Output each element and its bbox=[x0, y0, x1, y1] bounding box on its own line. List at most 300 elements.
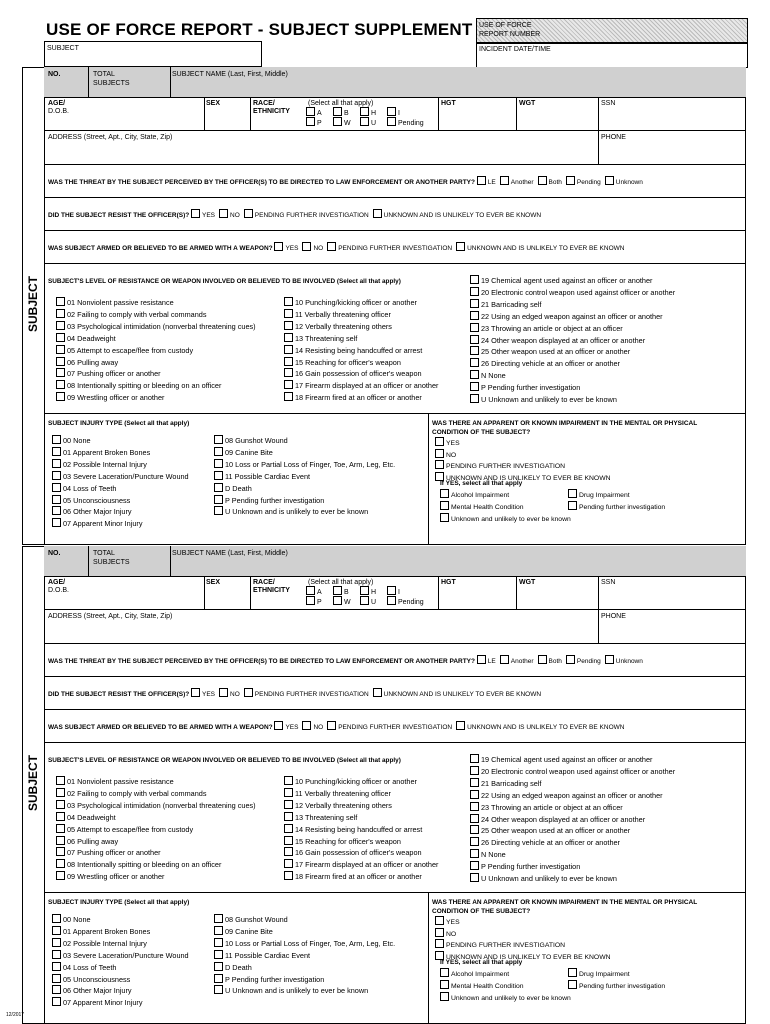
checkbox-icon[interactable] bbox=[440, 980, 449, 989]
resistance-item[interactable]: 06 Pulling away bbox=[56, 357, 118, 369]
impairment-option-1[interactable]: NO bbox=[435, 449, 456, 461]
checkbox-icon[interactable] bbox=[56, 333, 65, 342]
checkbox-icon[interactable] bbox=[284, 357, 293, 366]
checkbox-icon[interactable] bbox=[56, 776, 65, 785]
checkbox-icon[interactable] bbox=[52, 518, 61, 527]
checkbox-icon[interactable] bbox=[274, 242, 283, 251]
resistance-item[interactable]: 24 Other weapon displayed at an officer or another bbox=[470, 335, 645, 347]
checkbox-icon[interactable] bbox=[440, 501, 449, 510]
checkbox-icon[interactable] bbox=[56, 788, 65, 797]
checkbox-icon[interactable] bbox=[244, 209, 253, 218]
resist-option-0[interactable]: YES bbox=[191, 209, 215, 220]
checkbox-icon[interactable] bbox=[56, 847, 65, 856]
injury-item[interactable]: 05 Unconsciousness bbox=[52, 974, 130, 986]
race-u-option[interactable]: U bbox=[360, 596, 376, 607]
checkbox-icon[interactable] bbox=[435, 449, 444, 458]
checkbox-icon[interactable] bbox=[327, 242, 336, 251]
injury-item[interactable]: 01 Apparent Broken Bones bbox=[52, 926, 150, 938]
race-w-option[interactable]: W bbox=[333, 596, 351, 607]
injury-item[interactable]: 03 Severe Laceration/Puncture Wound bbox=[52, 471, 189, 483]
resistance-item[interactable]: 08 Intentionally spitting or bleeding on an officer bbox=[56, 380, 221, 392]
race-i-option[interactable]: I bbox=[387, 107, 400, 118]
checkbox-icon[interactable] bbox=[214, 938, 223, 947]
checkbox-icon[interactable] bbox=[333, 117, 342, 126]
resistance-item[interactable]: 20 Electronic control weapon used against officer or another bbox=[470, 766, 675, 778]
resistance-item[interactable]: 17 Firearm displayed at an officer or another bbox=[284, 380, 438, 392]
resistance-item[interactable]: 09 Wrestling officer or another bbox=[56, 392, 164, 404]
checkbox-icon[interactable] bbox=[470, 837, 479, 846]
checkbox-icon[interactable] bbox=[214, 483, 223, 492]
checkbox-icon[interactable] bbox=[52, 471, 61, 480]
injury-item[interactable]: 06 Other Major Injury bbox=[52, 506, 132, 518]
checkbox-icon[interactable] bbox=[387, 586, 396, 595]
checkbox-icon[interactable] bbox=[568, 980, 577, 989]
injury-item[interactable]: D Death bbox=[214, 483, 252, 495]
ifyes-left-option-1[interactable]: Mental Health Condition bbox=[440, 980, 524, 992]
checkbox-icon[interactable] bbox=[470, 849, 479, 858]
checkbox-icon[interactable] bbox=[56, 824, 65, 833]
armed-option-0[interactable]: YES bbox=[274, 721, 298, 732]
checkbox-icon[interactable] bbox=[373, 688, 382, 697]
injury-item[interactable]: 08 Gunshot Wound bbox=[214, 914, 288, 926]
checkbox-icon[interactable] bbox=[470, 335, 479, 344]
resist-option-3[interactable]: UNKNOWN AND IS UNLIKELY TO EVER BE KNOWN bbox=[373, 688, 541, 699]
checkbox-icon[interactable] bbox=[52, 950, 61, 959]
checkbox-icon[interactable] bbox=[440, 489, 449, 498]
checkbox-icon[interactable] bbox=[284, 836, 293, 845]
resistance-item[interactable]: U Unknown and unlikely to ever be known bbox=[470, 873, 617, 885]
resistance-item[interactable]: 11 Verbally threatening officer bbox=[284, 309, 391, 321]
threat-option-0[interactable]: LE bbox=[477, 176, 496, 187]
race-w-option[interactable]: W bbox=[333, 117, 351, 128]
threat-option-3[interactable]: Pending bbox=[566, 655, 601, 666]
injury-item[interactable]: P Pending further investigation bbox=[214, 974, 324, 986]
resistance-item[interactable]: 16 Gain possession of officer's weapon bbox=[284, 847, 422, 859]
resistance-item[interactable]: 15 Reaching for officer's weapon bbox=[284, 836, 401, 848]
injury-item[interactable]: 04 Loss of Teeth bbox=[52, 483, 116, 495]
checkbox-icon[interactable] bbox=[302, 242, 311, 251]
checkbox-icon[interactable] bbox=[470, 323, 479, 332]
checkbox-icon[interactable] bbox=[52, 506, 61, 515]
race-p-option[interactable]: P bbox=[306, 596, 322, 607]
checkbox-icon[interactable] bbox=[306, 107, 315, 116]
checkbox-icon[interactable] bbox=[470, 346, 479, 355]
checkbox-icon[interactable] bbox=[56, 321, 65, 330]
armed-option-1[interactable]: NO bbox=[302, 242, 323, 253]
checkbox-icon[interactable] bbox=[284, 368, 293, 377]
injury-item[interactable]: 02 Possible Internal Injury bbox=[52, 938, 147, 950]
checkbox-icon[interactable] bbox=[470, 394, 479, 403]
checkbox-icon[interactable] bbox=[56, 871, 65, 880]
checkbox-icon[interactable] bbox=[477, 655, 486, 664]
resistance-item[interactable]: 06 Pulling away bbox=[56, 836, 118, 848]
injury-item[interactable]: 00 None bbox=[52, 435, 91, 447]
checkbox-icon[interactable] bbox=[568, 489, 577, 498]
checkbox-icon[interactable] bbox=[605, 176, 614, 185]
ifyes-right-option-0[interactable]: Drug Impairment bbox=[568, 489, 630, 501]
ifyes-left-option-2[interactable]: Unknown and unlikely to ever be known bbox=[440, 992, 571, 1004]
resistance-item[interactable]: P Pending further investigation bbox=[470, 861, 580, 873]
checkbox-icon[interactable] bbox=[52, 962, 61, 971]
race-h-option[interactable]: H bbox=[360, 107, 376, 118]
resistance-item[interactable]: 15 Reaching for officer's weapon bbox=[284, 357, 401, 369]
checkbox-icon[interactable] bbox=[214, 914, 223, 923]
checkbox-icon[interactable] bbox=[56, 859, 65, 868]
resistance-item[interactable]: 08 Intentionally spitting or bleeding on an officer bbox=[56, 859, 221, 871]
resistance-item[interactable]: U Unknown and unlikely to ever be known bbox=[470, 394, 617, 406]
threat-option-4[interactable]: Unknown bbox=[605, 655, 643, 666]
checkbox-icon[interactable] bbox=[306, 586, 315, 595]
incident-date-field[interactable] bbox=[476, 42, 748, 68]
checkbox-icon[interactable] bbox=[214, 495, 223, 504]
checkbox-icon[interactable] bbox=[52, 926, 61, 935]
checkbox-icon[interactable] bbox=[214, 447, 223, 456]
checkbox-icon[interactable] bbox=[568, 501, 577, 510]
race-a-option[interactable]: A bbox=[306, 107, 322, 118]
checkbox-icon[interactable] bbox=[274, 721, 283, 730]
threat-option-1[interactable]: Another bbox=[500, 655, 534, 666]
checkbox-icon[interactable] bbox=[214, 962, 223, 971]
ifyes-right-option-1[interactable]: Pending further investigation bbox=[568, 980, 665, 992]
checkbox-icon[interactable] bbox=[214, 435, 223, 444]
checkbox-icon[interactable] bbox=[440, 968, 449, 977]
race-i-option[interactable]: I bbox=[387, 586, 400, 597]
resistance-item[interactable]: 25 Other weapon used at an officer or another bbox=[470, 825, 630, 837]
checkbox-icon[interactable] bbox=[52, 974, 61, 983]
resistance-item[interactable]: 04 Deadweight bbox=[56, 812, 116, 824]
resistance-item[interactable]: 12 Verbally threatening others bbox=[284, 800, 392, 812]
resistance-item[interactable]: 21 Barricading self bbox=[470, 299, 541, 311]
resist-option-0[interactable]: YES bbox=[191, 688, 215, 699]
checkbox-icon[interactable] bbox=[456, 721, 465, 730]
impairment-option-0[interactable]: YES bbox=[435, 916, 460, 928]
resistance-item[interactable]: 21 Barricading self bbox=[470, 778, 541, 790]
checkbox-icon[interactable] bbox=[284, 812, 293, 821]
checkbox-icon[interactable] bbox=[568, 968, 577, 977]
subject-field[interactable] bbox=[44, 41, 262, 67]
checkbox-icon[interactable] bbox=[284, 297, 293, 306]
resistance-item[interactable]: 23 Throwing an article or object at an officer bbox=[470, 802, 623, 814]
checkbox-icon[interactable] bbox=[214, 459, 223, 468]
checkbox-icon[interactable] bbox=[244, 688, 253, 697]
threat-option-1[interactable]: Another bbox=[500, 176, 534, 187]
resistance-item[interactable]: 26 Directing vehicle at an officer or another bbox=[470, 358, 620, 370]
resistance-item[interactable]: 12 Verbally threatening others bbox=[284, 321, 392, 333]
armed-row bbox=[48, 242, 628, 253]
resistance-item[interactable]: 23 Throwing an article or object at an officer bbox=[470, 323, 623, 335]
checkbox-icon[interactable] bbox=[470, 382, 479, 391]
resistance-item[interactable]: 20 Electronic control weapon used against officer or another bbox=[470, 287, 675, 299]
checkbox-icon[interactable] bbox=[387, 107, 396, 116]
checkbox-icon[interactable] bbox=[219, 209, 228, 218]
checkbox-icon[interactable] bbox=[56, 297, 65, 306]
resistance-item[interactable]: 18 Firearm fired at an officer or another bbox=[284, 871, 422, 883]
checkbox-icon[interactable] bbox=[214, 506, 223, 515]
resistance-item[interactable]: 19 Chemical agent used against an officer or another bbox=[470, 275, 652, 287]
checkbox-icon[interactable] bbox=[284, 847, 293, 856]
armed-option-3[interactable]: UNKNOWN AND IS UNLIKELY TO EVER BE KNOWN bbox=[456, 721, 624, 732]
resistance-item[interactable]: 10 Punching/kicking officer or another bbox=[284, 776, 417, 788]
checkbox-icon[interactable] bbox=[284, 309, 293, 318]
checkbox-icon[interactable] bbox=[566, 655, 575, 664]
checkbox-icon[interactable] bbox=[52, 495, 61, 504]
checkbox-icon[interactable] bbox=[538, 176, 547, 185]
checkbox-icon[interactable] bbox=[566, 176, 575, 185]
checkbox-icon[interactable] bbox=[52, 459, 61, 468]
checkbox-icon[interactable] bbox=[327, 721, 336, 730]
checkbox-icon[interactable] bbox=[500, 655, 509, 664]
checkbox-icon[interactable] bbox=[284, 824, 293, 833]
race-p-option[interactable]: P bbox=[306, 117, 322, 128]
checkbox-icon[interactable] bbox=[219, 688, 228, 697]
checkbox-icon[interactable] bbox=[284, 776, 293, 785]
checkbox-icon[interactable] bbox=[538, 655, 547, 664]
resistance-item[interactable]: 04 Deadweight bbox=[56, 333, 116, 345]
checkbox-icon[interactable] bbox=[360, 586, 369, 595]
resistance-item[interactable]: 03 Psychological intimidation (nonverbal threatening cues) bbox=[56, 321, 256, 333]
threat-option-4[interactable]: Unknown bbox=[605, 176, 643, 187]
impairment-option-2[interactable]: PENDING FURTHER INVESTIGATION bbox=[435, 460, 565, 472]
injury-item[interactable]: 04 Loss of Teeth bbox=[52, 962, 116, 974]
checkbox-icon[interactable] bbox=[470, 802, 479, 811]
checkbox-icon[interactable] bbox=[56, 812, 65, 821]
resistance-item[interactable]: 16 Gain possession of officer's weapon bbox=[284, 368, 422, 380]
checkbox-icon[interactable] bbox=[435, 437, 444, 446]
impairment-option-0[interactable]: YES bbox=[435, 437, 460, 449]
checkbox-icon[interactable] bbox=[360, 596, 369, 605]
checkbox-icon[interactable] bbox=[306, 117, 315, 126]
checkbox-icon[interactable] bbox=[435, 460, 444, 469]
checkbox-icon[interactable] bbox=[306, 596, 315, 605]
race-b-option[interactable]: B bbox=[333, 586, 349, 597]
checkbox-icon[interactable] bbox=[440, 513, 449, 522]
resistance-item[interactable]: 13 Threatening self bbox=[284, 333, 357, 345]
checkbox-icon[interactable] bbox=[284, 800, 293, 809]
report-number-field[interactable] bbox=[476, 18, 748, 44]
resistance-item[interactable]: 14 Resisting being handcuffed or arrest bbox=[284, 824, 422, 836]
resistance-item[interactable]: 07 Pushing officer or another bbox=[56, 847, 161, 859]
checkbox-icon[interactable] bbox=[52, 914, 61, 923]
checkbox-icon[interactable] bbox=[52, 483, 61, 492]
checkbox-icon[interactable] bbox=[470, 861, 479, 870]
checkbox-icon[interactable] bbox=[470, 814, 479, 823]
impairment-option-3[interactable]: UNKNOWN AND IS UNLIKELY TO EVER BE KNOWN bbox=[435, 951, 611, 963]
resist-option-1[interactable]: NO bbox=[219, 688, 240, 699]
resistance-item[interactable]: 09 Wrestling officer or another bbox=[56, 871, 164, 883]
checkbox-icon[interactable] bbox=[470, 825, 479, 834]
checkbox-icon[interactable] bbox=[470, 299, 479, 308]
checkbox-icon[interactable] bbox=[284, 321, 293, 330]
checkbox-icon[interactable] bbox=[360, 117, 369, 126]
resistance-item[interactable]: 01 Nonviolent passive resistance bbox=[56, 297, 174, 309]
injury-item[interactable]: 07 Apparent Minor Injury bbox=[52, 518, 143, 530]
armed-option-0[interactable]: YES bbox=[274, 242, 298, 253]
checkbox-icon[interactable] bbox=[470, 275, 479, 284]
ifyes-left-option-0[interactable]: Alcohol Impairment bbox=[440, 968, 509, 980]
resist-option-1[interactable]: NO bbox=[219, 209, 240, 220]
checkbox-icon[interactable] bbox=[470, 873, 479, 882]
injury-item[interactable]: 01 Apparent Broken Bones bbox=[52, 447, 150, 459]
injury-item[interactable]: D Death bbox=[214, 962, 252, 974]
injury-item[interactable]: 09 Canine Bite bbox=[214, 926, 273, 938]
injury-item[interactable]: 10 Loss or Partial Loss of Finger, Toe, Arm, Leg, Etc. bbox=[214, 459, 395, 471]
checkbox-icon[interactable] bbox=[52, 938, 61, 947]
race-a-option[interactable]: A bbox=[306, 586, 322, 597]
checkbox-icon[interactable] bbox=[302, 721, 311, 730]
resistance-item[interactable]: 10 Punching/kicking officer or another bbox=[284, 297, 417, 309]
checkbox-icon[interactable] bbox=[214, 471, 223, 480]
ifyes-left-option-1[interactable]: Mental Health Condition bbox=[440, 501, 524, 513]
checkbox-icon[interactable] bbox=[470, 778, 479, 787]
ifyes-right-option-1[interactable]: Pending further investigation bbox=[568, 501, 665, 513]
injury-item[interactable]: 10 Loss or Partial Loss of Finger, Toe, Arm, Leg, Etc. bbox=[214, 938, 395, 950]
resistance-item[interactable]: 17 Firearm displayed at an officer or another bbox=[284, 859, 438, 871]
resistance-item[interactable]: 02 Failing to comply with verbal commands bbox=[56, 788, 207, 800]
checkbox-icon[interactable] bbox=[214, 926, 223, 935]
injury-item[interactable]: 07 Apparent Minor Injury bbox=[52, 997, 143, 1009]
checkbox-icon[interactable] bbox=[214, 985, 223, 994]
injury-item[interactable]: 11 Possible Cardiac Event bbox=[214, 471, 310, 483]
checkbox-icon[interactable] bbox=[191, 688, 200, 697]
resistance-item[interactable]: 18 Firearm fired at an officer or another bbox=[284, 392, 422, 404]
checkbox-icon[interactable] bbox=[500, 176, 509, 185]
checkbox-icon[interactable] bbox=[56, 309, 65, 318]
threat-option-2[interactable]: Both bbox=[538, 176, 562, 187]
checkbox-icon[interactable] bbox=[605, 655, 614, 664]
checkbox-icon[interactable] bbox=[52, 447, 61, 456]
race-b-option[interactable]: B bbox=[333, 107, 349, 118]
checkbox-icon[interactable] bbox=[360, 107, 369, 116]
injury-item[interactable]: 08 Gunshot Wound bbox=[214, 435, 288, 447]
resist-option-2[interactable]: PENDING FURTHER INVESTIGATION bbox=[244, 209, 369, 220]
checkbox-icon[interactable] bbox=[470, 766, 479, 775]
checkbox-icon[interactable] bbox=[440, 992, 449, 1001]
checkbox-icon[interactable] bbox=[477, 176, 486, 185]
resistance-item[interactable]: 26 Directing vehicle at an officer or another bbox=[470, 837, 620, 849]
resist-option-2[interactable]: PENDING FURTHER INVESTIGATION bbox=[244, 688, 369, 699]
resistance-item[interactable]: 01 Nonviolent passive resistance bbox=[56, 776, 174, 788]
checkbox-icon[interactable] bbox=[333, 107, 342, 116]
checkbox-icon[interactable] bbox=[470, 370, 479, 379]
injury-item[interactable]: 11 Possible Cardiac Event bbox=[214, 950, 310, 962]
ifyes-right-option-0[interactable]: Drug Impairment bbox=[568, 968, 630, 980]
checkbox-icon[interactable] bbox=[435, 939, 444, 948]
checkbox-icon[interactable] bbox=[333, 596, 342, 605]
checkbox-icon[interactable] bbox=[284, 333, 293, 342]
checkbox-icon[interactable] bbox=[56, 357, 65, 366]
checkbox-icon[interactable] bbox=[373, 209, 382, 218]
threat-option-0[interactable]: LE bbox=[477, 655, 496, 666]
checkbox-icon[interactable] bbox=[284, 871, 293, 880]
injury-item[interactable]: P Pending further investigation bbox=[214, 495, 324, 507]
checkbox-icon[interactable] bbox=[284, 788, 293, 797]
checkbox-icon[interactable] bbox=[56, 392, 65, 401]
checkbox-icon[interactable] bbox=[56, 836, 65, 845]
resistance-item[interactable]: 07 Pushing officer or another bbox=[56, 368, 161, 380]
resistance-item[interactable]: 13 Threatening self bbox=[284, 812, 357, 824]
checkbox-icon[interactable] bbox=[56, 800, 65, 809]
checkbox-icon[interactable] bbox=[387, 596, 396, 605]
injury-item[interactable]: U Unknown and is unlikely to ever be known bbox=[214, 506, 368, 518]
race-u-option[interactable]: U bbox=[360, 117, 376, 128]
checkbox-icon[interactable] bbox=[470, 311, 479, 320]
checkbox-icon[interactable] bbox=[470, 754, 479, 763]
checkbox-icon[interactable] bbox=[387, 117, 396, 126]
checkbox-icon[interactable] bbox=[284, 859, 293, 868]
checkbox-icon[interactable] bbox=[470, 358, 479, 367]
resistance-item[interactable]: P Pending further investigation bbox=[470, 382, 580, 394]
resistance-item[interactable]: 25 Other weapon used at an officer or another bbox=[470, 346, 630, 358]
resistance-item[interactable]: 02 Failing to comply with verbal commands bbox=[56, 309, 207, 321]
resistance-item[interactable]: N None bbox=[470, 849, 506, 861]
resistance-item[interactable]: 05 Attempt to escape/flee from custody bbox=[56, 345, 193, 357]
ifyes-left-option-2[interactable]: Unknown and unlikely to ever be known bbox=[440, 513, 571, 525]
checkbox-icon[interactable] bbox=[435, 916, 444, 925]
checkbox-icon[interactable] bbox=[284, 345, 293, 354]
injury-item[interactable]: 05 Unconsciousness bbox=[52, 495, 130, 507]
resistance-item[interactable]: 22 Using an edged weapon against an officer or another bbox=[470, 311, 663, 323]
checkbox-icon[interactable] bbox=[333, 586, 342, 595]
select-all-label: (Select all that apply) bbox=[308, 100, 374, 107]
resistance-item[interactable]: 11 Verbally threatening officer bbox=[284, 788, 391, 800]
checkbox-icon[interactable] bbox=[435, 928, 444, 937]
injury-item[interactable]: 02 Possible Internal Injury bbox=[52, 459, 147, 471]
checkbox-icon[interactable] bbox=[470, 790, 479, 799]
race-h-option[interactable]: H bbox=[360, 586, 376, 597]
checkbox-icon[interactable] bbox=[56, 368, 65, 377]
injury-item[interactable]: 00 None bbox=[52, 914, 91, 926]
checkbox-icon[interactable] bbox=[456, 242, 465, 251]
resistance-item[interactable]: 24 Other weapon displayed at an officer or another bbox=[470, 814, 645, 826]
resistance-item[interactable]: 05 Attempt to escape/flee from custody bbox=[56, 824, 193, 836]
checkbox-icon[interactable] bbox=[52, 985, 61, 994]
resistance-item[interactable]: 19 Chemical agent used against an officer or another bbox=[470, 754, 652, 766]
armed-option-2[interactable]: PENDING FURTHER INVESTIGATION bbox=[327, 242, 452, 253]
injury-item[interactable]: 03 Severe Laceration/Puncture Wound bbox=[52, 950, 189, 962]
checkbox-icon[interactable] bbox=[52, 997, 61, 1006]
race-pending-option[interactable]: Pending bbox=[387, 117, 424, 128]
armed-option-1[interactable]: NO bbox=[302, 721, 323, 732]
checkbox-icon[interactable] bbox=[214, 974, 223, 983]
injury-item[interactable]: 09 Canine Bite bbox=[214, 447, 273, 459]
resistance-item[interactable]: N None bbox=[470, 370, 506, 382]
checkbox-icon[interactable] bbox=[470, 287, 479, 296]
checkbox-icon[interactable] bbox=[56, 380, 65, 389]
checkbox-icon[interactable] bbox=[284, 380, 293, 389]
resistance-item[interactable]: 14 Resisting being handcuffed or arrest bbox=[284, 345, 422, 357]
resistance-item[interactable]: 22 Using an edged weapon against an officer or another bbox=[470, 790, 663, 802]
impairment-option-3[interactable]: UNKNOWN AND IS UNLIKELY TO EVER BE KNOWN bbox=[435, 472, 611, 484]
threat-option-2[interactable]: Both bbox=[538, 655, 562, 666]
threat-option-3[interactable]: Pending bbox=[566, 176, 601, 187]
resist-option-3[interactable]: UNKNOWN AND IS UNLIKELY TO EVER BE KNOWN bbox=[373, 209, 541, 220]
impairment-option-1[interactable]: NO bbox=[435, 928, 456, 940]
checkbox-icon[interactable] bbox=[214, 950, 223, 959]
checkbox-icon[interactable] bbox=[52, 435, 61, 444]
checkbox-icon[interactable] bbox=[284, 392, 293, 401]
checkbox-icon[interactable] bbox=[191, 209, 200, 218]
ifyes-left-option-0[interactable]: Alcohol Impairment bbox=[440, 489, 509, 501]
impairment-option-2[interactable]: PENDING FURTHER INVESTIGATION bbox=[435, 939, 565, 951]
armed-option-3[interactable]: UNKNOWN AND IS UNLIKELY TO EVER BE KNOWN bbox=[456, 242, 624, 253]
injury-item[interactable]: 06 Other Major Injury bbox=[52, 985, 132, 997]
race-pending-option[interactable]: Pending bbox=[387, 596, 424, 607]
impairment-options bbox=[435, 437, 615, 483]
checkbox-icon[interactable] bbox=[56, 345, 65, 354]
resistance-item[interactable]: 03 Psychological intimidation (nonverbal threatening cues) bbox=[56, 800, 256, 812]
injury-item[interactable]: U Unknown and is unlikely to ever be known bbox=[214, 985, 368, 997]
armed-option-2[interactable]: PENDING FURTHER INVESTIGATION bbox=[327, 721, 452, 732]
